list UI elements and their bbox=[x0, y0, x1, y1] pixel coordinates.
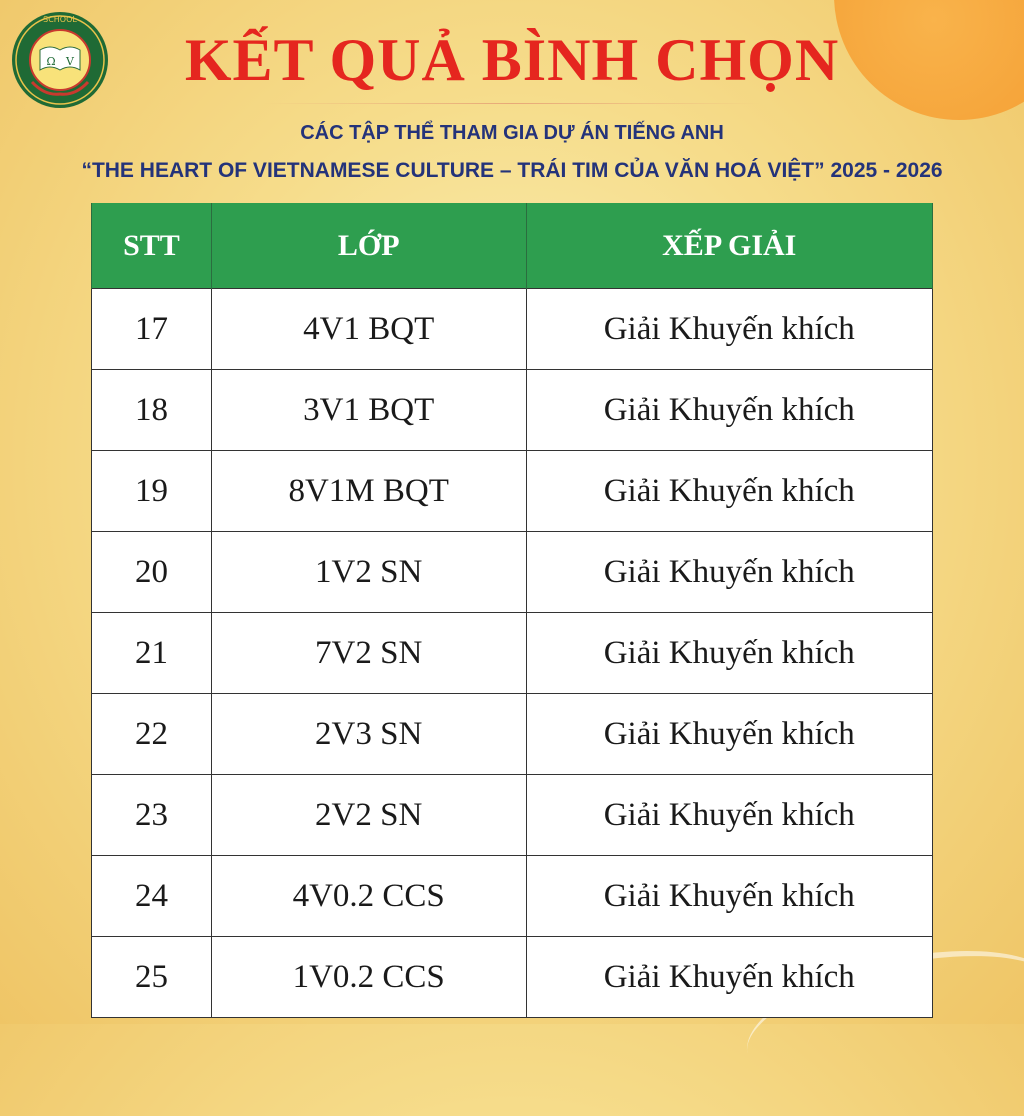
table-row bbox=[92, 937, 933, 1018]
cell-class: 1V0.2 CCS bbox=[211, 937, 526, 1018]
cell-stt: 22 bbox=[92, 694, 212, 775]
title-divider bbox=[262, 103, 762, 104]
cell-class: 7V2 SN bbox=[211, 613, 526, 694]
cell-class: 2V3 SN bbox=[211, 694, 526, 775]
cell-stt: 19 bbox=[92, 451, 212, 532]
cell-stt: 25 bbox=[92, 937, 212, 1018]
cell-award: Giải Khuyến khích bbox=[526, 370, 933, 451]
cell-class: 8V1M BQT bbox=[211, 451, 526, 532]
logo-omega: Ω bbox=[46, 55, 56, 68]
subtitle-line-2: “THE HEART OF VIETNAMESE CULTURE – TRÁI TIM CỦA VĂN HOÁ VIỆT” 2025 - 2026 bbox=[81, 159, 943, 182]
results-table bbox=[91, 203, 933, 1018]
cell-stt: 21 bbox=[92, 613, 212, 694]
cell-stt: 24 bbox=[92, 856, 212, 937]
cell-award: Giải Khuyến khích bbox=[526, 856, 933, 937]
table-row bbox=[92, 694, 933, 775]
table-header-row bbox=[92, 203, 933, 289]
cell-award: Giải Khuyến khích bbox=[526, 694, 933, 775]
cell-stt: 18 bbox=[92, 370, 212, 451]
page-title: KẾT QUẢ BÌNH CHỌN bbox=[184, 27, 840, 93]
header-stt: STT bbox=[92, 203, 212, 289]
cell-award: Giải Khuyến khích bbox=[526, 451, 933, 532]
table-row bbox=[92, 775, 933, 856]
logo-text-school: SCHOOL bbox=[43, 15, 77, 24]
cell-class: 4V0.2 CCS bbox=[211, 856, 526, 937]
subtitle-line-1: CÁC TẬP THỂ THAM GIA DỰ ÁN TIẾNG ANH bbox=[300, 122, 724, 144]
table-row bbox=[92, 532, 933, 613]
cell-award: Giải Khuyến khích bbox=[526, 289, 933, 370]
table-row bbox=[92, 451, 933, 532]
cell-class: 2V2 SN bbox=[211, 775, 526, 856]
cell-award: Giải Khuyến khích bbox=[526, 775, 933, 856]
cell-award: Giải Khuyến khích bbox=[526, 937, 933, 1018]
cell-stt: 20 bbox=[92, 532, 212, 613]
cell-class: 1V2 SN bbox=[211, 532, 526, 613]
table-row bbox=[92, 370, 933, 451]
table-row bbox=[92, 289, 933, 370]
cell-stt: 17 bbox=[92, 289, 212, 370]
table-row bbox=[92, 856, 933, 937]
cell-award: Giải Khuyến khích bbox=[526, 613, 933, 694]
cell-class: 4V1 BQT bbox=[211, 289, 526, 370]
cell-award: Giải Khuyến khích bbox=[526, 532, 933, 613]
cell-stt: 23 bbox=[92, 775, 212, 856]
header-award: XẾP GIẢI bbox=[526, 203, 933, 289]
logo-v: V bbox=[66, 55, 74, 68]
table-row bbox=[92, 613, 933, 694]
header-class: LỚP bbox=[211, 203, 526, 289]
cell-class: 3V1 BQT bbox=[211, 370, 526, 451]
